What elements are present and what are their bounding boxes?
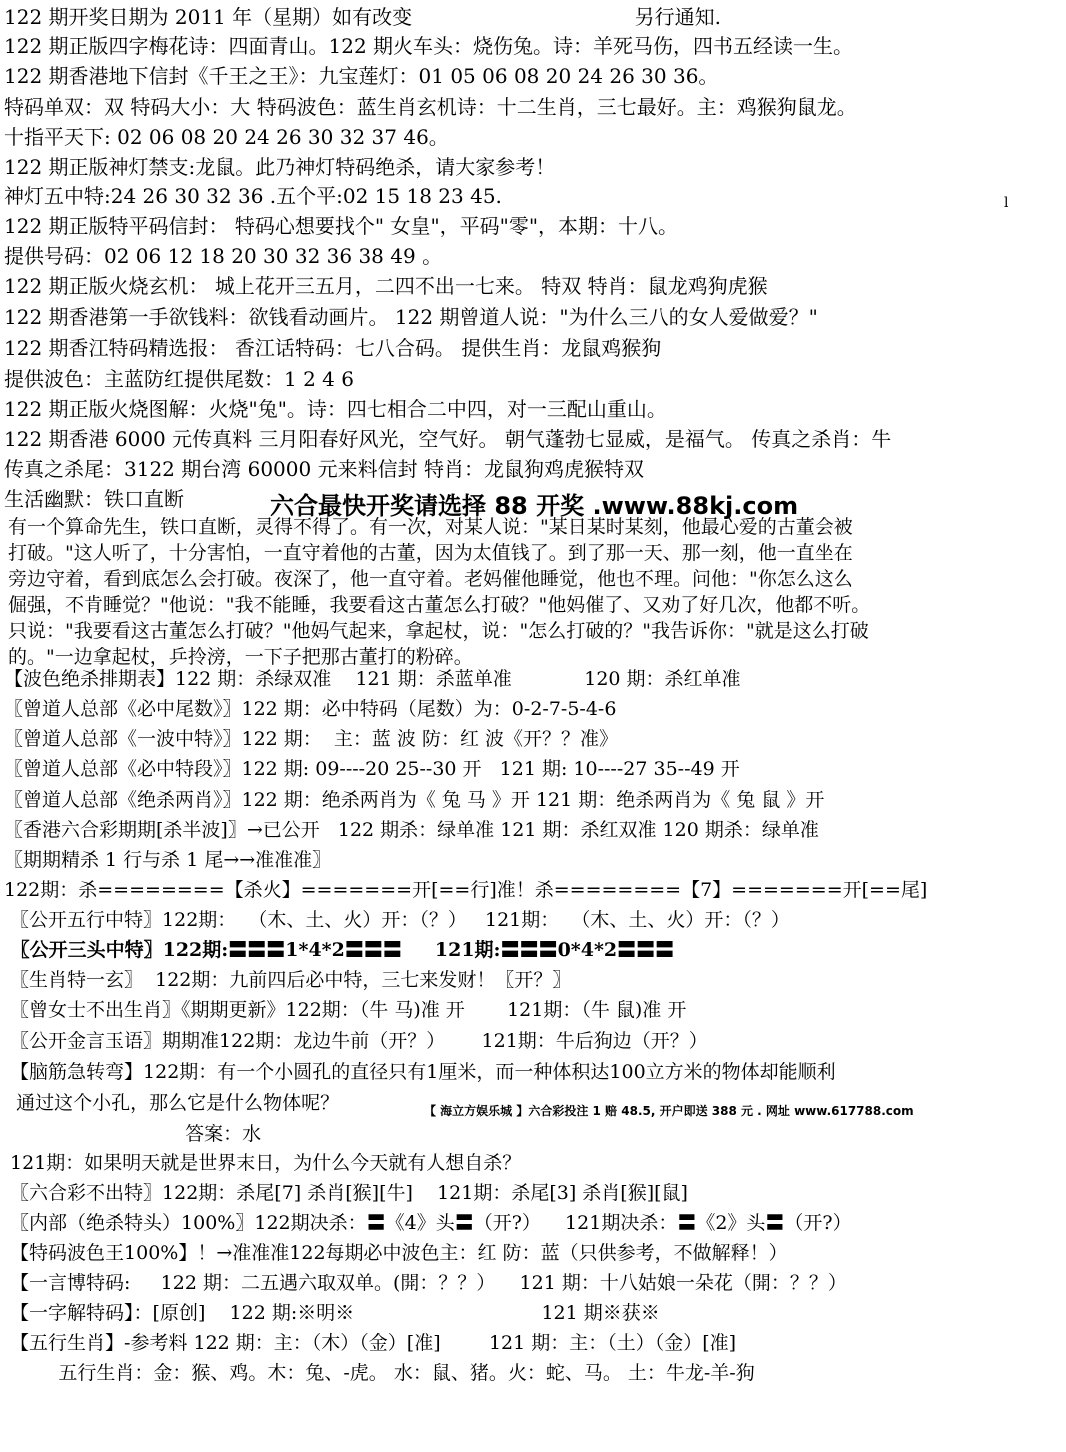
text-line: 122 期正版火烧玄机： 城上花开三五月，二四不出一七来。 特双 特肖：鼠龙鸡狗虎猴 bbox=[4, 274, 768, 298]
text-line: 提供波色：主蓝防红提供尾数：1 2 4 6 bbox=[4, 367, 354, 391]
text-line: 传真之杀尾：3122 期台湾 60000 元来料信封 特肖：龙鼠狗鸡虎猴特双 bbox=[4, 457, 644, 481]
text-line: 〖曾道人总部《必中尾数》〗122 期：必中特码（尾数）为：0-2-7-5-4-6 bbox=[4, 698, 617, 720]
text-line: 〖公开三头中特〗122期:〓〓〓1*4*2〓〓〓 121期:〓〓〓0*4*2〓〓〓 bbox=[4, 939, 675, 961]
text-line: 【特码波色王100%】！→准准准122每期必中波色主：红 防：蓝（只供参考，不做解释！） bbox=[4, 1242, 788, 1264]
text-line: 〖公开金言玉语〗期期准122期：龙边牛前（开？） 121期：牛后狗边（开？） bbox=[4, 1030, 708, 1052]
text-line: 122 期正版特平码信封： 特码心想要找个" 女皇"，平码"零"，本期：十八。 bbox=[4, 214, 679, 238]
text-line: 122 期香港第一手欲钱料：欲钱看动画片。 122 期曾道人说："为什么三八的女人爱做爱？" bbox=[4, 305, 818, 329]
text-line: 122 期香港地下信封《千王之王》：九宝莲灯：01 05 06 08 20 24 26 30 36。 bbox=[4, 64, 719, 88]
text-line: 122期：杀========【杀火】=======开[==行]准！杀========【7】=======开[==尾] bbox=[4, 879, 928, 901]
text-line: 生活幽默：铁口直断 bbox=[4, 487, 184, 511]
text-line: 122 期香江特码精选报： 香江话特码：七八合码。 提供生肖：龙鼠鸡猴狗 bbox=[4, 336, 662, 360]
text-line: 十指平天下: 02 06 08 20 24 26 30 32 37 46。 bbox=[4, 125, 449, 149]
article-line: 有一个算命先生，铁口直断，灵得不得了。有一次，对某人说："某日某时某刻，他最心爱的古董会被 bbox=[8, 516, 853, 538]
text-line: 〖曾道人总部《一波中特》〗122 期： 主：蓝 波 防：红 波《开？？准》 bbox=[4, 728, 619, 750]
article-line: 的。"一边拿起杖，乒拎滂，一下子把那古董打的粉碎。 bbox=[8, 646, 473, 668]
text-line: 〖曾道人总部《必中特段》〗122 期: 09----20 25--30 开 121 期: 10----27 35--49 开 bbox=[4, 758, 740, 780]
text-line: 【五行生肖】-参考料 122 期：主：（木）（金）[准] 121 期：主：（土）（金）[准] bbox=[4, 1332, 737, 1354]
article-line: 倔强，不肯睡觉？"他说："我不能睡，我要看这古董怎么打破？"他妈催了、又劝了好几次，他都不听。 bbox=[8, 594, 871, 616]
text-line: 【波色绝杀排期表】122 期：杀绿双准 121 期：杀蓝单准 120 期：杀红单准 bbox=[4, 668, 741, 690]
text-line: 〖内部（绝杀特头）100%〗122期决杀：〓《4》头〓（开?） 121期决杀：〓《2》头〓（开?） bbox=[4, 1212, 852, 1234]
text-line: 【脑筋急转弯】122期：有一个小圆孔的直径只有1厘米，而一种体积达100立方米的物体却能顺利 bbox=[4, 1061, 836, 1083]
promo-banner: 六合最快开奖请选择 88 开奖 .www.88kj.com bbox=[270, 492, 799, 520]
text-line: 五行生肖：金：猴、鸡。木：兔、-虎。 水：鼠、猪。火：蛇、马。 土：牛龙-羊-狗 bbox=[4, 1362, 755, 1384]
text-line: 122 期开奖日期为 2011 年（星期）如有改变 另行通知. bbox=[4, 5, 722, 29]
text-line: 通过这个小孔，那么它是什么物体呢？ bbox=[4, 1092, 340, 1114]
text-line: 122 期正版火烧图解：火烧"兔"。诗：四七相合二中四，对一三配山重山。 bbox=[4, 397, 667, 421]
text-line: 【一字解特码】：[原创] 122 期:※明※ 121 期※获※ bbox=[4, 1302, 660, 1324]
ad-banner: 【 海立方娱乐城 】六合彩投注 1 赔 48.5, 开户即送 388 元 . 网址 www.617788.com bbox=[424, 1104, 914, 1118]
text-line: 神灯五中特:24 26 30 32 36 .五个平:02 15 18 23 45. bbox=[4, 184, 502, 208]
text-line: 〖曾女士不出生肖〗《期期更新》122期：（牛 马)准 开 121期：（牛 鼠)准 开 bbox=[4, 999, 687, 1021]
text-line: 〖期期精杀 1 行与杀 1 尾→→准准准〗 bbox=[4, 849, 332, 871]
text-line: 122 期正版神灯禁支:龙鼠。此乃神灯特码绝杀，请大家参考！ bbox=[4, 155, 556, 179]
article-line: 只说："我要看这古董怎么打破？"他妈气起来，拿起杖，说："怎么打破的？"我告诉你："就是这么打破 bbox=[8, 620, 869, 642]
text-line: 〖六合彩不出特〗122期：杀尾[7] 杀肖[猴][牛] 121期：杀尾[3] 杀肖[猴][鼠] bbox=[4, 1182, 688, 1204]
text-line: 〖曾道人总部《绝杀两肖》〗122 期：绝杀两肖为《 兔 马 》开 121 期：绝杀两肖为《 兔 鼠 》开 bbox=[4, 789, 825, 811]
text-line: 122 期香港 6000 元传真料 三月阳春好风光，空气好。 朝气蓬勃七显威，是福气。 传真之杀肖：牛 bbox=[4, 427, 892, 451]
text-line: 〖生肖特一玄〗 122期：九前四后必中特，三七来发财！〖开？〗 bbox=[4, 969, 572, 991]
text-line: 答案：水 bbox=[4, 1123, 262, 1145]
text-line: 【一言博特码: 122 期：二五遇六取双单。(開：？？） 121 期：十八姑娘一朵花（開：？？） bbox=[4, 1272, 847, 1294]
article-line: 旁边守着，看到底怎么会打破。夜深了，他一直守着。老妈催他睡觉，他也不理。问他："你怎么这么 bbox=[8, 568, 853, 590]
text-line: 特码单双：双 特码大小：大 特码波色：蓝生肖玄机诗：十二生肖，三七最好。主：鸡猴狗鼠龙。 bbox=[4, 95, 857, 119]
text-line: 〖公开五行中特〗122期： （木、土、火）开：（？） 121期： （木、土、火）开：（？） bbox=[4, 909, 790, 931]
text-line: 121期：如果明天就是世界末日，为什么今天就有人想自杀？ bbox=[4, 1152, 522, 1174]
humor-article bbox=[8, 514, 1058, 670]
article-line: 打破。"这人听了，十分害怕，一直守着他的古董，因为太值钱了。到了那一天、那一刻，他一直坐在 bbox=[8, 542, 853, 564]
text-line: 〖香港六合彩期期[杀半波]〗→已公开 122 期杀：绿单准 121 期：杀红双准 120 期杀：绿单准 bbox=[4, 819, 819, 841]
text-line: 122 期正版四字梅花诗：四面青山。122 期火车头：烧伤兔。诗：羊死马伤，四书五经读一生。 bbox=[4, 34, 854, 58]
stray-mark: l bbox=[1004, 195, 1009, 211]
text-line: 提供号码：02 06 12 18 20 30 32 36 38 49 。 bbox=[4, 244, 443, 268]
